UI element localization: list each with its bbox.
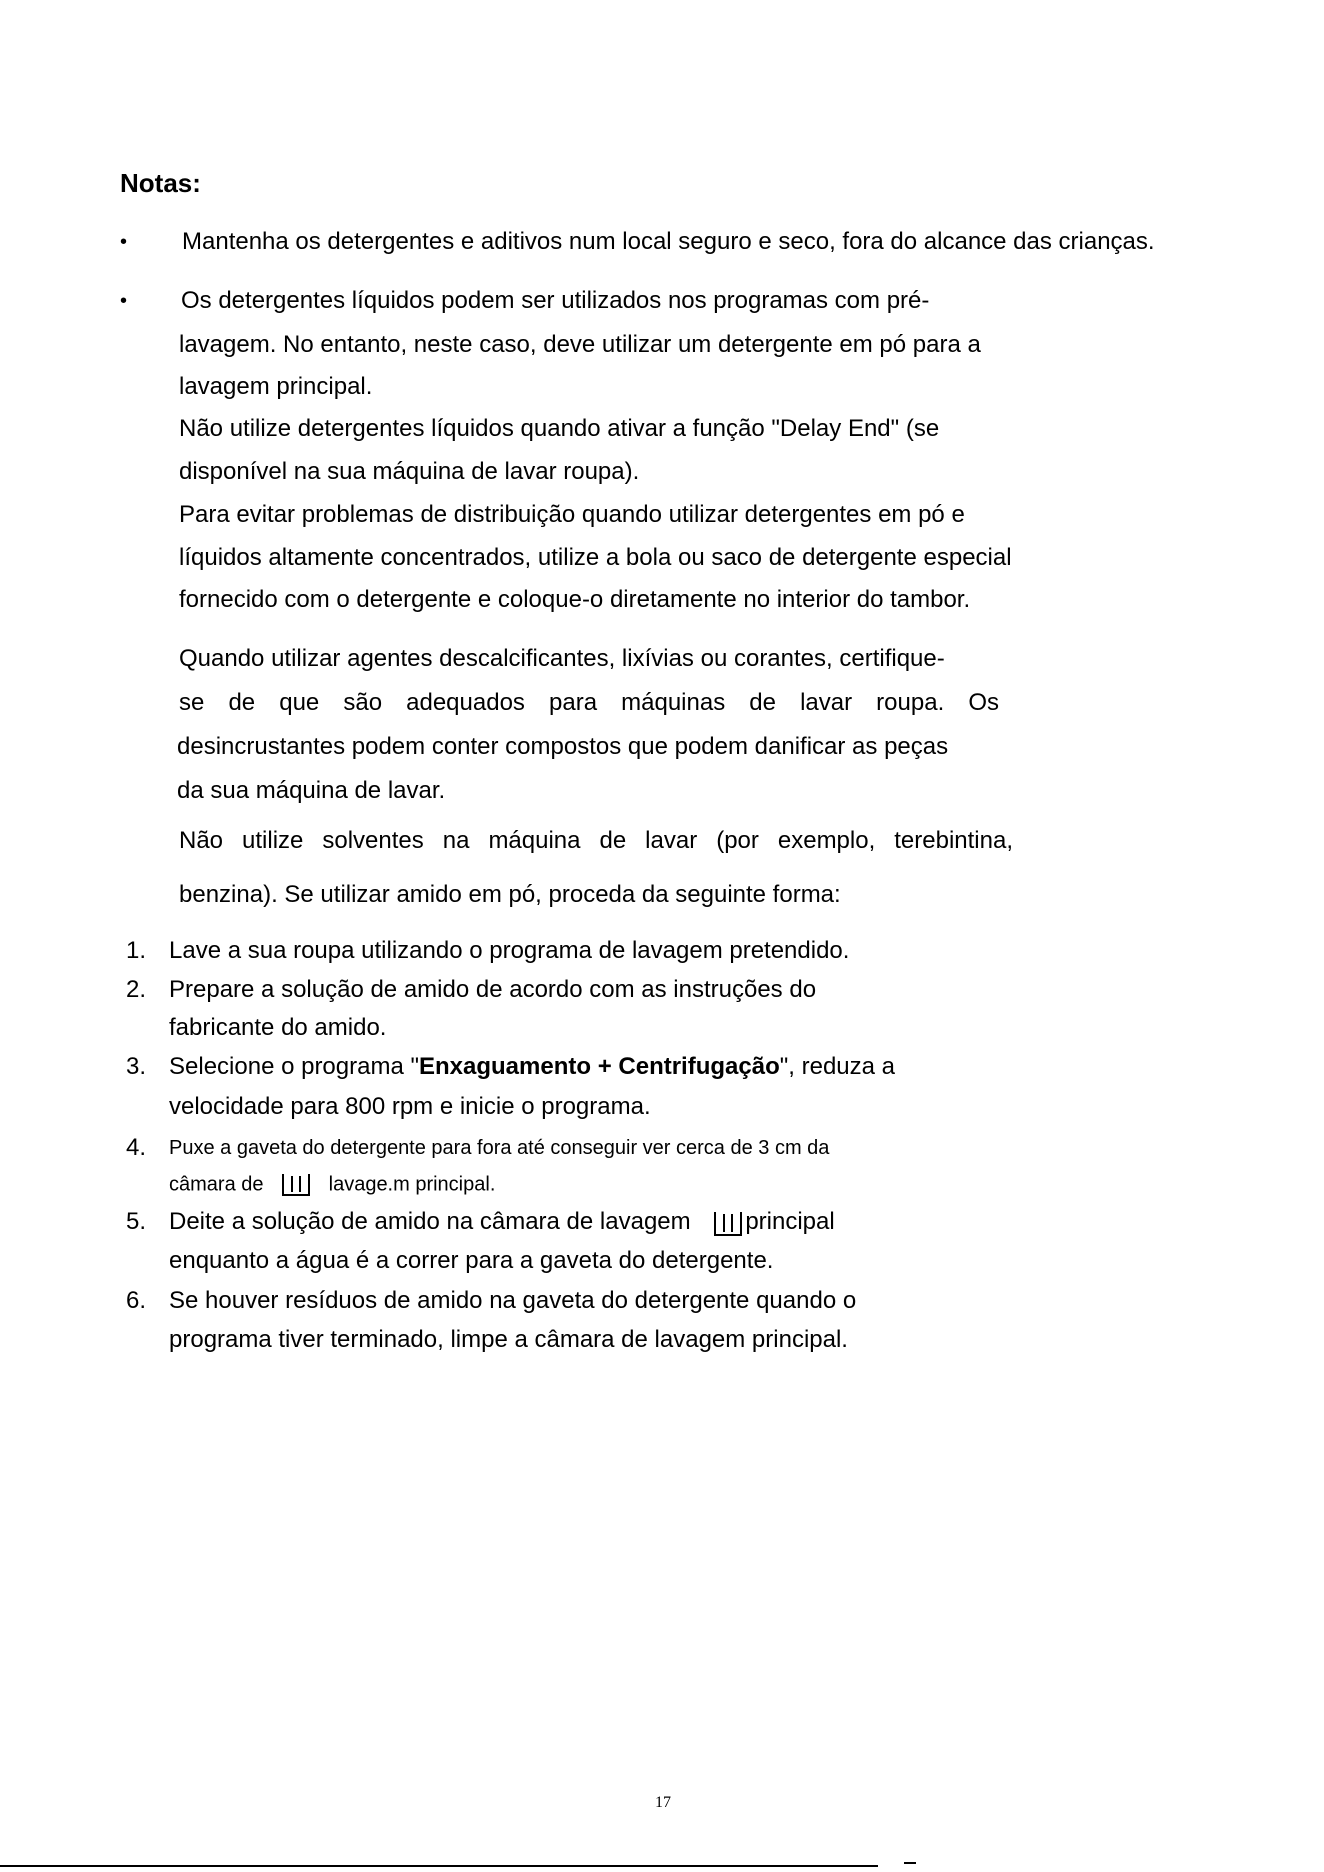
step-text-post: principal: [745, 1208, 835, 1235]
bullet-text: fornecido com o detergente e coloque-o diretamente no interior do tambor.: [179, 586, 971, 613]
step-text: Prepare a solução de amido de acordo com as instruções do: [169, 976, 817, 1003]
step-text-pre: câmara de: [169, 1173, 264, 1196]
step-text: [169, 1173, 495, 1197]
bullet-text: Mantenha os detergentes e aditivos num local seguro e seco, fora do alcance das crianças.: [182, 228, 1155, 255]
step-text: [169, 1208, 835, 1236]
step-text: Lave a sua roupa utilizando o programa de lavagem pretendido.: [169, 937, 850, 964]
bullet-text: líquidos altamente concentrados, utilize a bola ou saco de detergente especial: [179, 544, 1012, 571]
step-number: 4.: [126, 1134, 147, 1161]
footer-rule: [0, 1865, 878, 1867]
paragraph-line: desincrustantes podem conter compostos que podem danificar as peças: [177, 733, 949, 760]
step-number: 3.: [126, 1053, 147, 1080]
program-name: Enxaguamento + Centrifugação: [419, 1053, 780, 1080]
paragraph-line: benzina). Se utilizar amido em pó, proceda da seguinte forma:: [179, 881, 841, 908]
step-text: fabricante do amido.: [169, 1014, 387, 1041]
step-text: Se houver resíduos de amido na gaveta do detergente quando o: [169, 1287, 857, 1314]
page-number: 17: [655, 1794, 671, 1811]
main-wash-compartment-icon: [281, 1173, 311, 1197]
step-text-post: ", reduza a: [779, 1053, 896, 1080]
step-number: 1.: [126, 937, 147, 964]
bullet-text: disponível na sua máquina de lavar roupa).: [179, 458, 640, 485]
step-text: programa tiver terminado, limpe a câmara de lavagem principal.: [169, 1326, 848, 1353]
step-number: 2.: [126, 976, 147, 1003]
bullet-text: Não utilize detergentes líquidos quando ativar a função "Delay End" (se: [179, 415, 940, 442]
page-title: Notas:: [120, 168, 201, 198]
step-number: 5.: [126, 1208, 147, 1235]
step-text: [169, 1053, 895, 1081]
paragraph-line: da sua máquina de lavar.: [177, 777, 446, 804]
bullet-text: Os detergentes líquidos podem ser utilizados nos programas com pré-: [181, 287, 930, 314]
main-wash-compartment-icon: [713, 1211, 743, 1235]
paragraph-line: Quando utilizar agentes descalcificantes, lixívias ou corantes, certifique-: [179, 645, 945, 672]
bullet-marker: •: [120, 290, 128, 312]
bullet-text: Para evitar problemas de distribuição quando utilizar detergentes em pó e: [179, 501, 965, 528]
bullet-marker: •: [120, 231, 128, 253]
bullet-text: lavagem principal.: [179, 373, 373, 400]
step-text: enquanto a água é a correr para a gaveta do detergente.: [169, 1247, 774, 1274]
step-text-pre: Deite a solução de amido na câmara de lavagem: [169, 1208, 691, 1235]
step-number: 6.: [126, 1287, 147, 1314]
step-text-post: lavage.m principal.: [328, 1173, 496, 1196]
step-text: Puxe a gaveta do detergente para fora até conseguir ver cerca de 3 cm da: [169, 1137, 830, 1159]
paragraph-line: Não utilize solventes na máquina de lavar (por exemplo, terebintina,: [179, 827, 1013, 854]
paragraph-line: se de que são adequados para máquinas de lavar roupa. Os: [179, 689, 999, 716]
footer-mark: [904, 1862, 916, 1864]
step-text-pre: Selecione o programa ": [169, 1053, 419, 1080]
bullet-text: lavagem. No entanto, neste caso, deve utilizar um detergente em pó para a: [179, 331, 981, 358]
step-text: velocidade para 800 rpm e inicie o programa.: [169, 1093, 651, 1120]
